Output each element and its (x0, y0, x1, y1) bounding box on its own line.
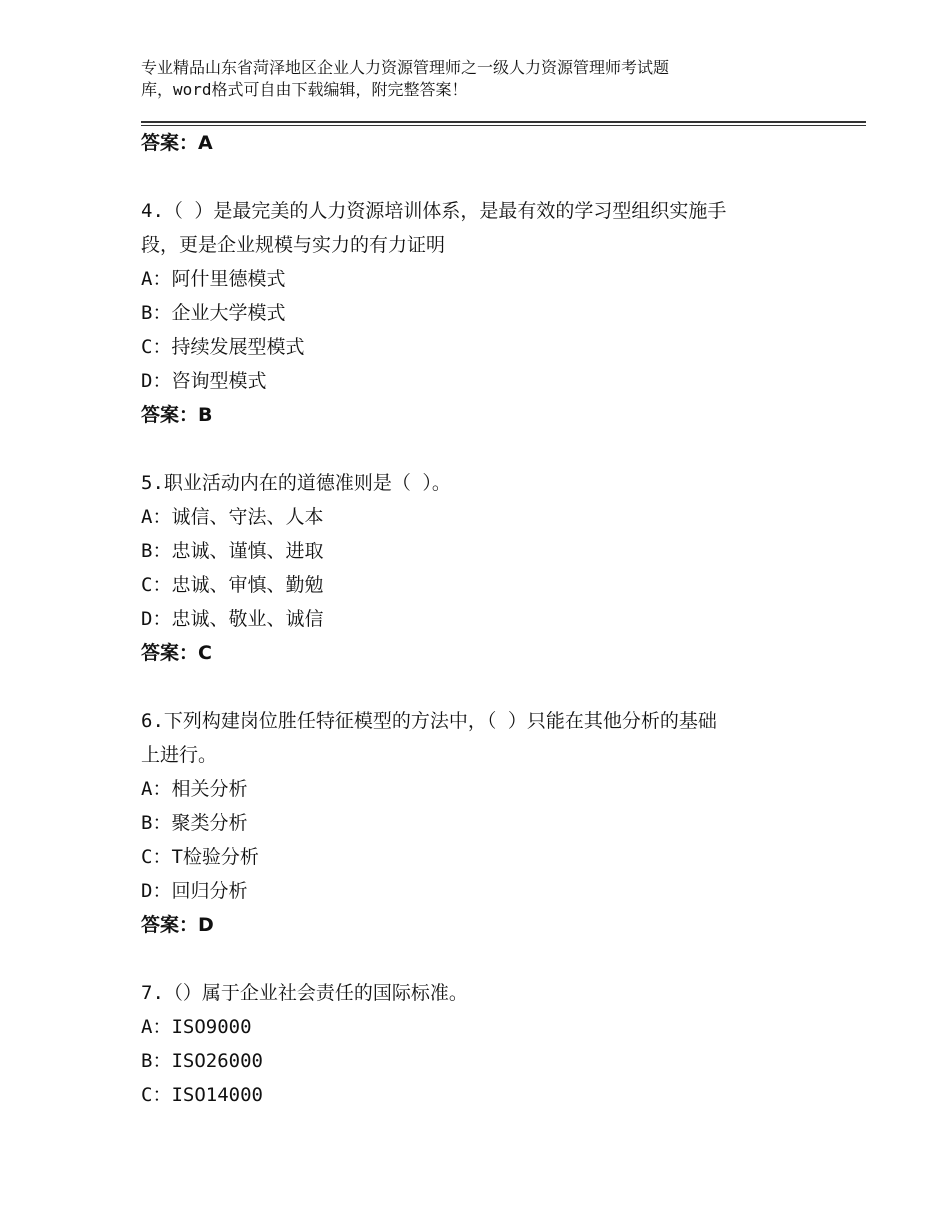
option-a: A：阿什里德模式 (141, 268, 286, 290)
header-line-1: 专业精品山东省菏泽地区企业人力资源管理师之一级人力资源管理师考试题 (141, 58, 670, 77)
stem-line: 上进行。 (141, 744, 218, 766)
answer-label: 答案：D (141, 914, 214, 936)
question-stem (141, 976, 831, 1010)
header-rule-thick (141, 121, 866, 123)
option-c: C：ISO14000 (141, 1084, 263, 1106)
question-stem (141, 704, 831, 772)
stem-line: 6.下列构建岗位胜任特征模型的方法中，（ ）只能在其他分析的基础 (141, 710, 717, 732)
question-4 (141, 194, 831, 432)
option-d: D：忠诚、敬业、诚信 (141, 608, 324, 630)
question-list (141, 126, 831, 1112)
question-stem (141, 466, 831, 500)
option-b: B：聚类分析 (141, 812, 248, 834)
header-line-2: 库，word格式可自由下载编辑，附完整答案！ (141, 80, 468, 99)
question-6 (141, 704, 831, 942)
question-stem (141, 194, 831, 262)
option-d: D：咨询型模式 (141, 370, 267, 392)
option-b: B：企业大学模式 (141, 302, 286, 324)
option-b: B：ISO26000 (141, 1050, 263, 1072)
stem-line: 7.（）属于企业社会责任的国际标准。 (141, 982, 468, 1004)
answer-label: 答案：B (141, 404, 213, 426)
option-b: B：忠诚、谨慎、进取 (141, 540, 324, 562)
stem-line: 段，更是企业规模与实力的有力证明 (141, 234, 446, 256)
option-a: A：相关分析 (141, 778, 248, 800)
question-7 (141, 976, 831, 1112)
option-c: C：持续发展型模式 (141, 336, 305, 358)
document-header (141, 57, 841, 101)
option-a: A：诚信、守法、人本 (141, 506, 324, 528)
question-5 (141, 466, 831, 670)
previous-answer: 答案：A (141, 132, 213, 154)
stem-line: 4.（ ）是最完美的人力资源培训体系，是最有效的学习型组织实施手 (141, 200, 727, 222)
option-c: C：忠诚、审慎、勤勉 (141, 574, 324, 596)
stem-line: 5.职业活动内在的道德准则是（ ）。 (141, 472, 451, 494)
answer-label: 答案：C (141, 642, 212, 664)
option-d: D：回归分析 (141, 880, 248, 902)
option-c: C：T检验分析 (141, 846, 259, 868)
option-a: A：ISO9000 (141, 1016, 252, 1038)
